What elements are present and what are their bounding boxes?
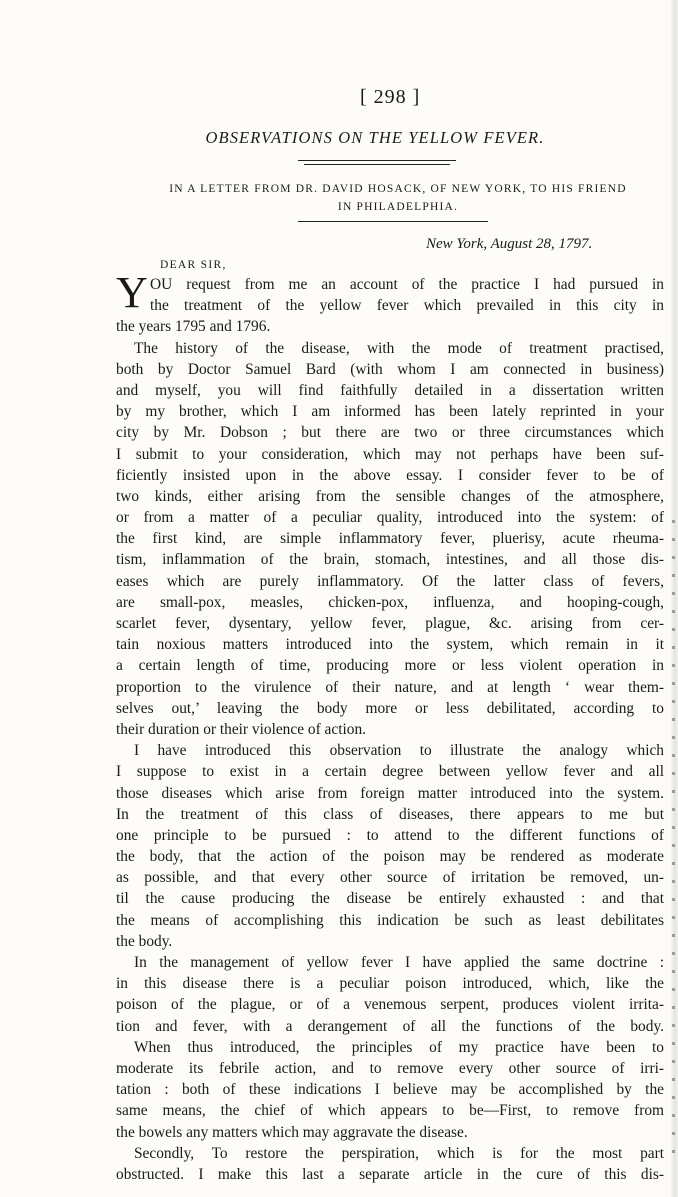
subtitle-rule: [298, 221, 488, 222]
text-line: in this disease there is a peculiar poison introduced, which, like the: [116, 975, 664, 993]
text-line: When thus introduced, the principles of my practice have been to: [134, 1038, 664, 1056]
text-line: scarlet fever, dysentary, yellow fever, plague, &c. arising from cer-: [116, 615, 664, 632]
subtitle-line: IN PHILADELPHIA.: [337, 201, 459, 213]
text-line: the years 1795 and 1796.: [116, 318, 271, 336]
text-line: two kinds, either arising from the sensible changes of the atmosphere,: [116, 487, 664, 505]
text-line: eases which are purely inflammatory. Of the latter class of fevers,: [116, 572, 664, 590]
title-rule-bottom: [304, 164, 450, 165]
text-line: the body, that the action of the poison may be rendered as moderate: [116, 848, 664, 866]
text-line: both by Doctor Samuel Bard (with whom I am connected in business): [116, 360, 664, 378]
letter-body: [116, 274, 664, 1185]
text-line: by my brother, which I am informed has been lately reprinted in your: [116, 403, 664, 421]
text-line: the body.: [116, 932, 173, 950]
text-line: as possible, and that every other source of irritation be removed, un-: [116, 869, 664, 887]
text-line: The history of the disease, with the mode of treatment practised,: [134, 339, 664, 357]
text-line: I suppose to exist in a certain degree between yellow fever and all: [116, 763, 664, 781]
text-line: are small-pox, measles, chicken-pox, influenza, and hooping-cough,: [116, 593, 664, 611]
text-line: and myself, you will find faithfully detailed in a dissertation written: [116, 381, 664, 399]
letter-dateline: New York, August 28, 1797.: [426, 236, 593, 252]
text-line: poison of the plague, or of a venemous serpent, produces violent irrita-: [116, 996, 664, 1014]
letter-salutation: DEAR SIR,: [160, 259, 227, 271]
text-line: city by Mr. Dobson ; but there are two or three circumstances which: [116, 424, 664, 442]
text-line: tion and fever, with a derangement of all the functions of the body.: [116, 1017, 664, 1035]
title-rule-top: [298, 160, 456, 161]
text-line: In the management of yellow fever I have applied the same doctrine :: [134, 954, 664, 971]
text-line: same means, the chief of which appears to be—First, to remove from: [116, 1102, 664, 1120]
text-line: til the cause producing the disease be entirely exhausted : and that: [116, 890, 664, 908]
text-line: or from a matter of a peculiar quality, introduced into the system: of: [116, 509, 664, 527]
page-number: [ 298 ]: [360, 86, 421, 108]
article-subtitle: [118, 180, 678, 216]
text-line: proportion to the virulence of their nature, and at length ‘ wear them-: [116, 678, 664, 696]
text-line: the means of accomplishing this indication be such as least debilitates: [116, 911, 664, 929]
drop-cap: Y: [116, 268, 148, 317]
text-line: I submit to your consideration, which may not perhaps have been suf-: [116, 445, 664, 463]
text-line: their duration or their violence of action.: [116, 720, 367, 738]
article-title: OBSERVATIONS ON THE YELLOW FEVER.: [205, 128, 545, 147]
text-line: tation : both of these indications I believe may be accomplished by the: [116, 1081, 664, 1099]
subtitle-line: IN A LETTER FROM DR. DAVID HOSACK, OF NEW YORK, TO HIS FRIEND: [169, 183, 627, 195]
text-line: I have introduced this observation to illustrate the analogy which: [134, 742, 664, 760]
text-line: tain noxious matters introduced into the system, which remain in it: [116, 636, 664, 654]
text-line: ficiently insisted upon in the above essay. I consider fever to be of: [116, 466, 664, 484]
text-line: obstructed. I make this last a separate article in the cure of this dis-: [116, 1165, 664, 1183]
text-line: Secondly, To restore the perspiration, which is for the most part: [134, 1144, 664, 1162]
text-line: OU request from me an account of the practice I had pursued in: [150, 276, 664, 293]
text-line: selves out,’ leaving the body more or less debilitated, according to: [116, 699, 664, 717]
text-line: the treatment of the yellow fever which prevailed in this city in: [150, 297, 664, 315]
text-line: the bowels any matters which may aggravate the disease.: [116, 1123, 468, 1141]
text-line: those diseases which arise from foreign matter introduced into the system.: [116, 784, 664, 802]
text-line: one principle to be pursued : to attend to the different functions of: [116, 826, 664, 844]
text-line: a certain length of time, producing more or less violent operation in: [116, 657, 664, 675]
text-line: In the treatment of this class of diseases, there appears to me but: [116, 805, 664, 823]
text-line: the first kind, are simple inflammatory fever, pluerisy, acute rheuma-: [116, 530, 664, 548]
text-line: moderate its febrile action, and to remove every other source of irri-: [116, 1059, 664, 1077]
text-line: tism, inflammation of the brain, stomach, intestines, and all those dis-: [116, 551, 664, 569]
page-edge-marks: [672, 520, 675, 1160]
